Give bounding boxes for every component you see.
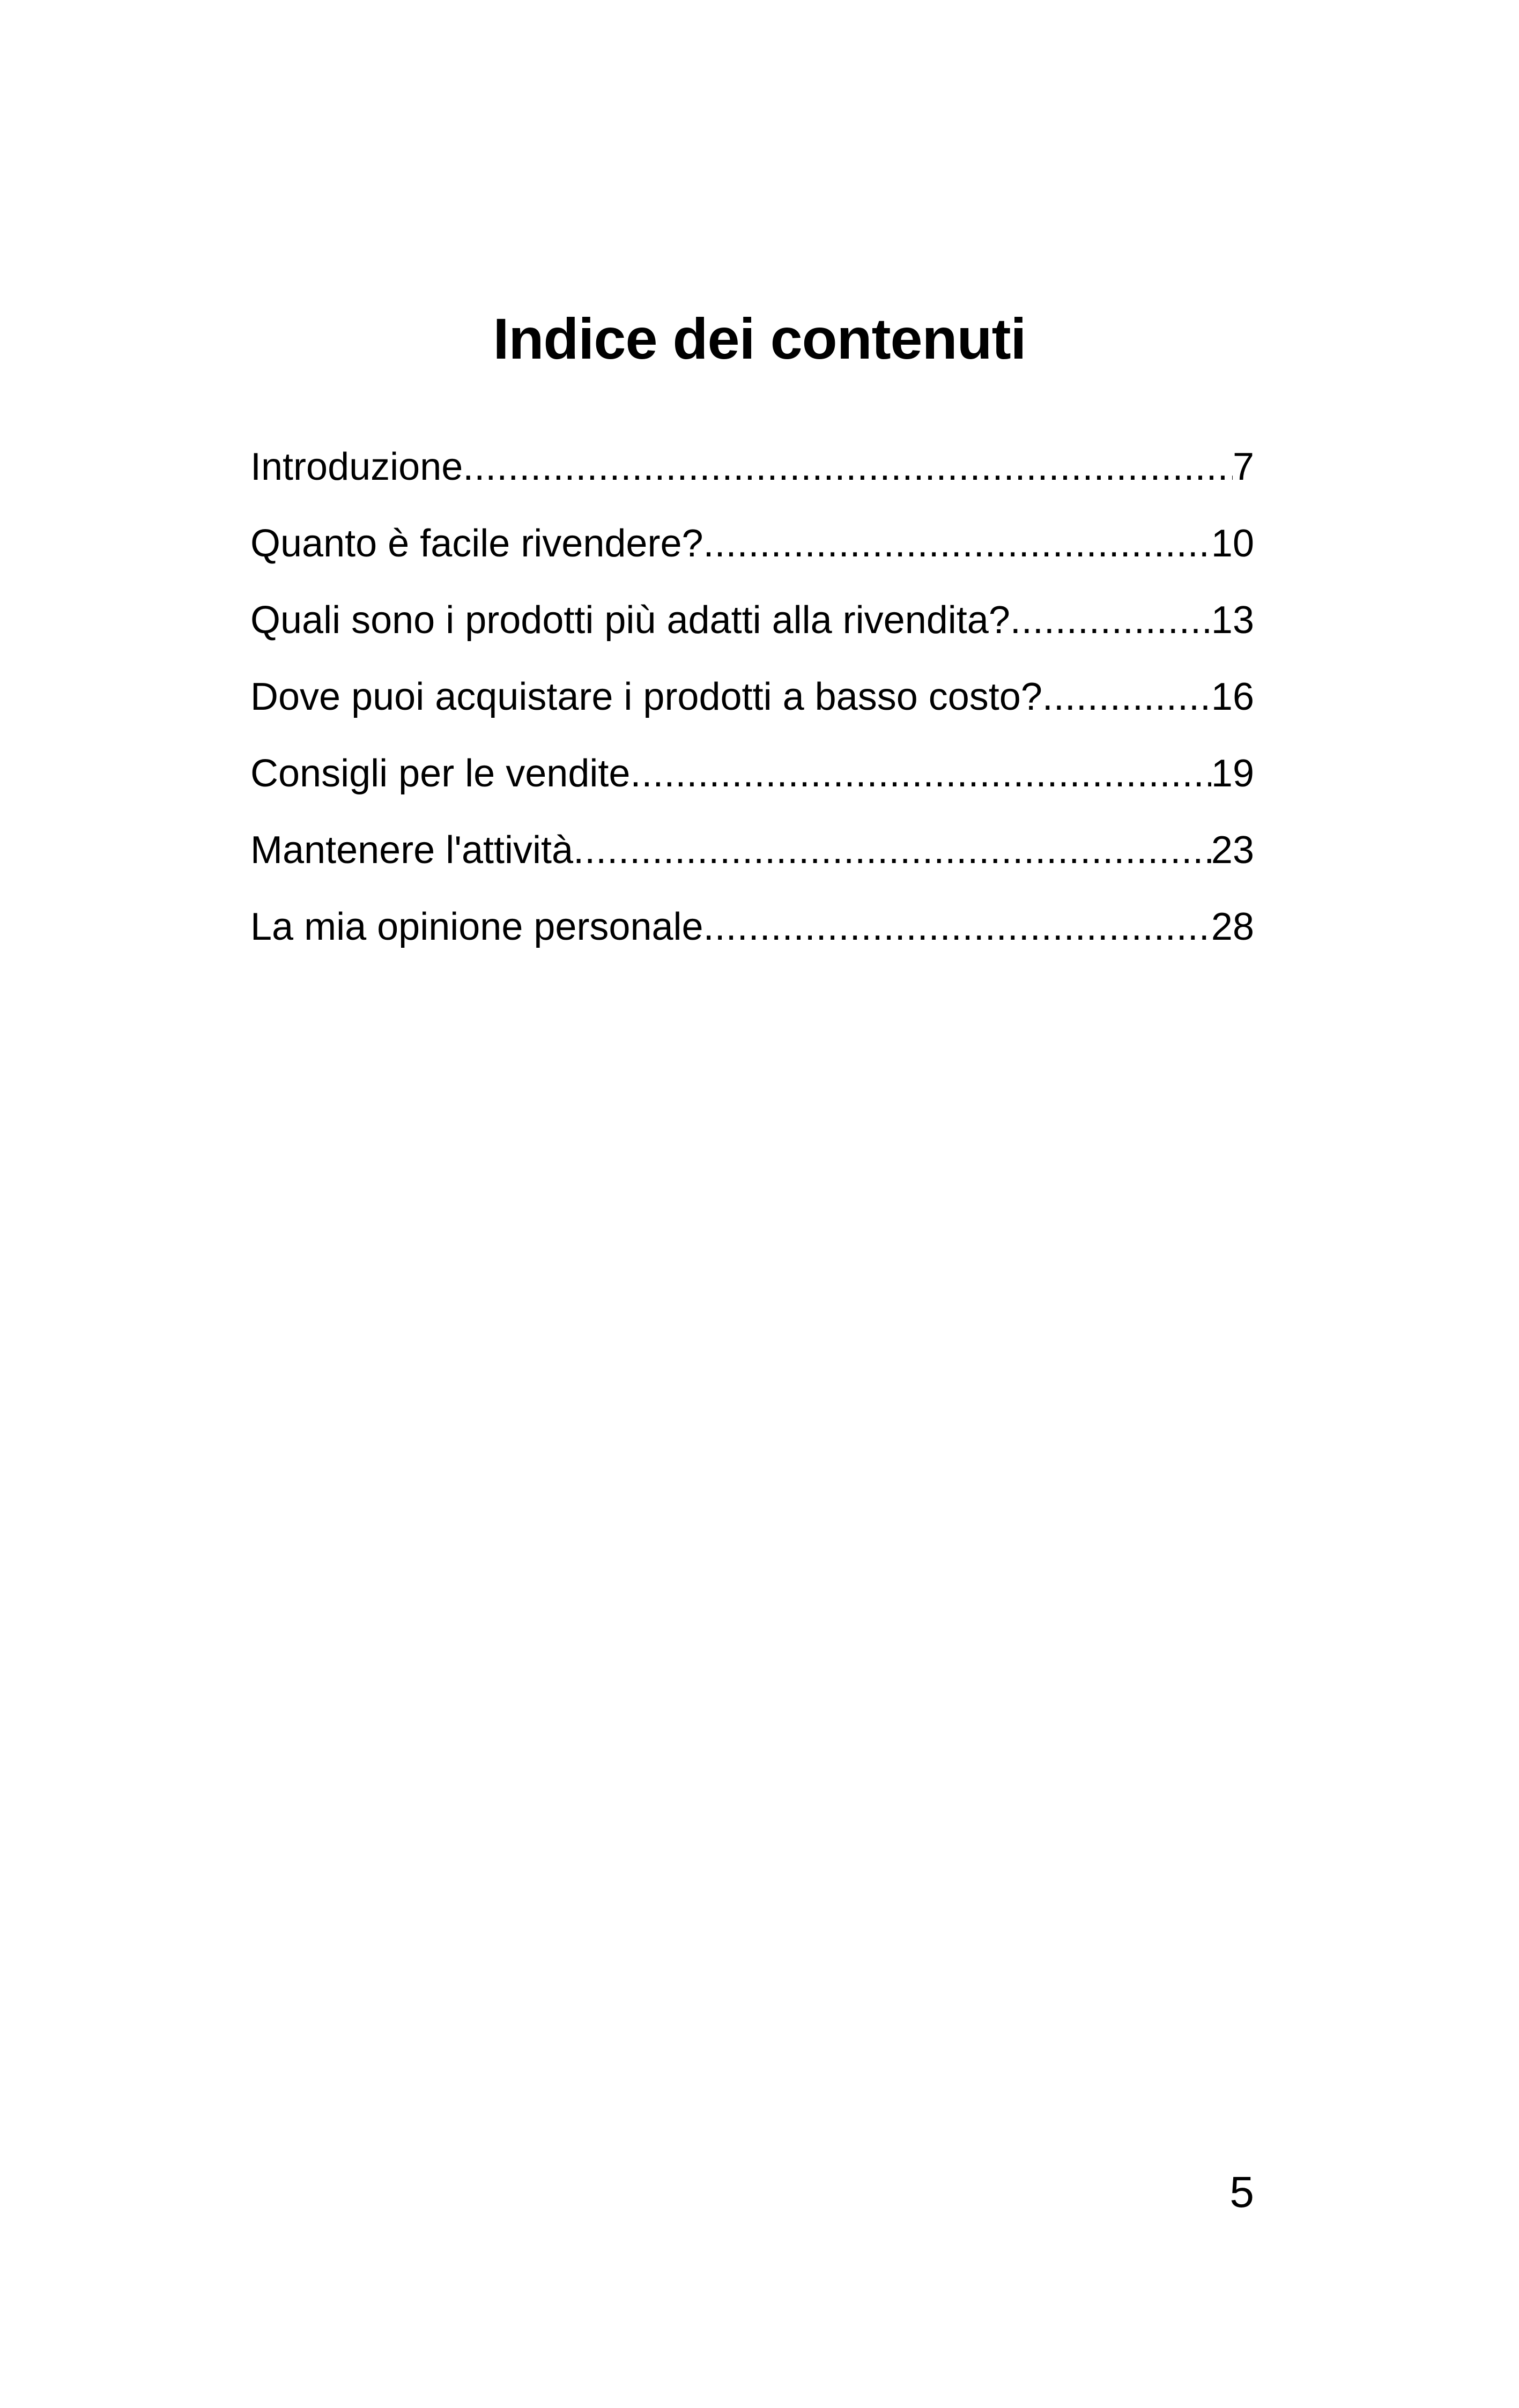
toc-entry-page: 28: [1211, 905, 1254, 948]
page-title: Indice dei contenuti: [493, 306, 1026, 371]
toc-entry-dove-acquistare[interactable]: [250, 659, 1254, 735]
toc-entry-introduzione[interactable]: [250, 429, 1254, 506]
toc-entry-page: 23: [1211, 829, 1254, 872]
toc-entry-title: Mantenere l'attività: [250, 829, 574, 872]
toc-dot-leader: [1010, 582, 1211, 659]
toc-entry-title: Consigli per le vendite: [250, 752, 631, 795]
toc-entry-title: La mia opinione personale: [250, 905, 703, 948]
toc-dot-leader: [703, 889, 1211, 965]
toc-entry-page: 7: [1232, 445, 1254, 488]
toc-entry-title: Quanto è facile rivendere?: [250, 522, 703, 565]
page-number: 5: [1229, 2168, 1254, 2217]
toc-dot-leader: [630, 735, 1211, 812]
toc-entry-title: Introduzione: [250, 445, 463, 488]
toc-entry-page: 19: [1211, 752, 1254, 795]
toc-entry-page: 16: [1211, 675, 1254, 718]
toc-dot-leader: [1042, 659, 1211, 735]
toc-dot-leader: [703, 506, 1211, 582]
toc-entry-consigli-vendite[interactable]: [250, 735, 1254, 812]
toc-dot-leader: [573, 812, 1211, 889]
toc-dot-leader: [463, 429, 1233, 506]
toc-entry-opinione-personale[interactable]: [250, 889, 1254, 965]
toc-entry-mantenere-attivita[interactable]: [250, 812, 1254, 889]
toc-entry-quanto-facile-rivendere[interactable]: [250, 506, 1254, 582]
toc-entry-page: 10: [1211, 522, 1254, 565]
toc-entry-prodotti-adatti[interactable]: [250, 582, 1254, 659]
toc-entry-title: Dove puoi acquistare i prodotti a basso costo?: [250, 675, 1042, 718]
table-of-contents: [250, 429, 1254, 965]
toc-entry-page: 13: [1211, 599, 1254, 642]
toc-entry-title: Quali sono i prodotti più adatti alla rivendita?: [250, 599, 1010, 642]
